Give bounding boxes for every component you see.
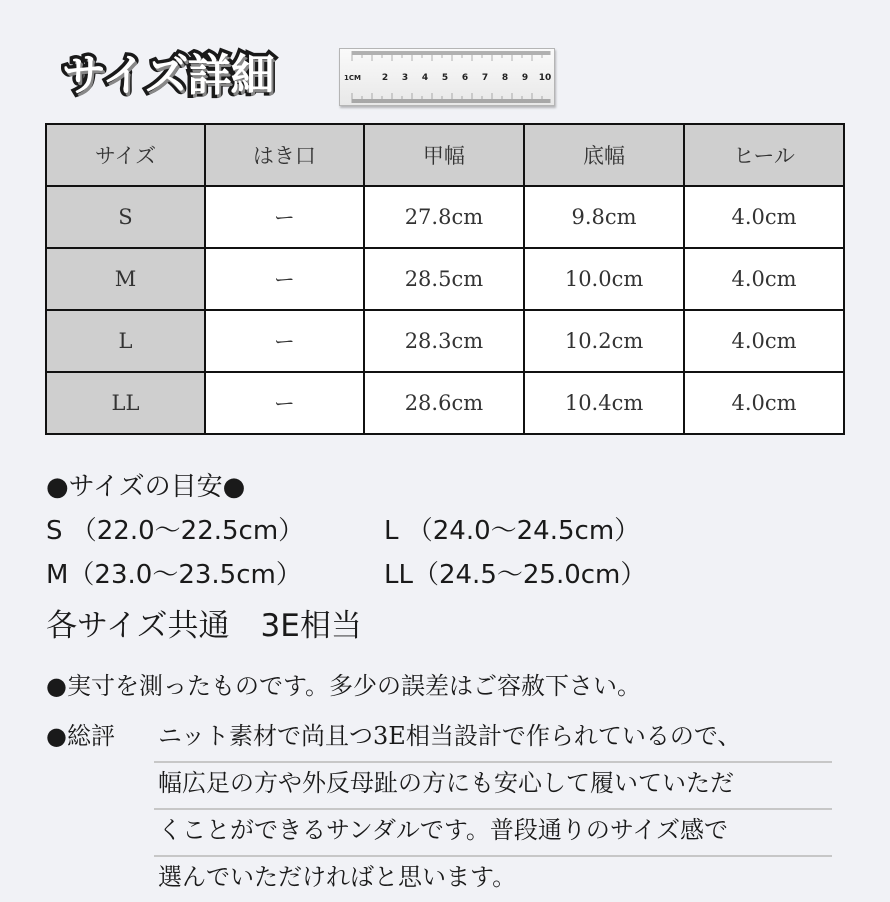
ruler-number: 3 <box>401 73 409 83</box>
table-cell: ー <box>205 310 364 372</box>
page-title: サイズ詳細 <box>62 50 274 101</box>
table-cell: 10.2cm <box>524 310 684 372</box>
table-cell: 27.8cm <box>364 186 524 248</box>
size-label: S <box>46 186 205 248</box>
table-cell: 28.5cm <box>364 248 524 310</box>
table-cell: 28.6cm <box>364 372 524 434</box>
table-header-row <box>46 124 844 186</box>
table-cell: ー <box>205 186 364 248</box>
size-label: L <box>46 310 205 372</box>
column-header: 底幅 <box>524 124 684 186</box>
size-guide-heading: ●サイズの目安● <box>46 472 246 502</box>
table-cell: 4.0cm <box>684 372 844 434</box>
svg-text:1CM: 1CM <box>344 74 361 82</box>
review-line: 選んでいただければと思います。 <box>158 863 517 891</box>
table-row <box>46 372 844 434</box>
size-guide-s: S （22.0～22.5cm） <box>46 516 305 546</box>
ruler-number: 10 <box>538 73 552 83</box>
common-width-note: 各サイズ共通 3E相当 <box>46 608 362 644</box>
column-header: はき口 <box>205 124 364 186</box>
ruler-number: 4 <box>421 73 429 83</box>
size-guide-m: M（23.0～23.5cm） <box>46 560 302 590</box>
ruler-number: 9 <box>521 73 529 83</box>
review-line: くことができるサンダルです。普段通りのサイズ感で <box>154 810 832 857</box>
ruler-number: 5 <box>441 73 449 83</box>
size-label: LL <box>46 372 205 434</box>
ruler-icon <box>339 48 555 106</box>
table-row <box>46 186 844 248</box>
column-header: ヒール <box>684 124 844 186</box>
title-area <box>62 46 273 106</box>
table-row <box>46 310 844 372</box>
review-text <box>154 716 832 902</box>
table-cell: ー <box>205 372 364 434</box>
table-cell: ー <box>205 248 364 310</box>
table-cell: 4.0cm <box>684 248 844 310</box>
table-cell: 28.3cm <box>364 310 524 372</box>
review-line: ニット素材で尚且つ3E相当設計で作られているので、 <box>154 716 832 763</box>
ruler-number: 7 <box>481 73 489 83</box>
ruler-number: 2 <box>381 73 389 83</box>
table-cell: 9.8cm <box>524 186 684 248</box>
size-table <box>45 123 845 435</box>
size-label: M <box>46 248 205 310</box>
ruler-number: 6 <box>461 73 469 83</box>
measurement-note: ●実寸を測ったものです。多少の誤差はご容赦下さい。 <box>46 672 642 700</box>
size-guide <box>46 465 647 597</box>
review-line: 幅広足の方や外反母趾の方にも安心して履いていただ <box>154 763 832 810</box>
table-cell: 10.4cm <box>524 372 684 434</box>
ruler-number: 8 <box>501 73 509 83</box>
table-row <box>46 248 844 310</box>
size-guide-l: L （24.0～24.5cm） <box>384 516 641 546</box>
table-cell: 10.0cm <box>524 248 684 310</box>
review-label: ●総評 <box>46 722 115 750</box>
table-cell: 4.0cm <box>684 186 844 248</box>
column-header: 甲幅 <box>364 124 524 186</box>
size-guide-ll: LL（24.5～25.0cm） <box>384 560 647 590</box>
table-cell: 4.0cm <box>684 310 844 372</box>
column-header: サイズ <box>46 124 205 186</box>
